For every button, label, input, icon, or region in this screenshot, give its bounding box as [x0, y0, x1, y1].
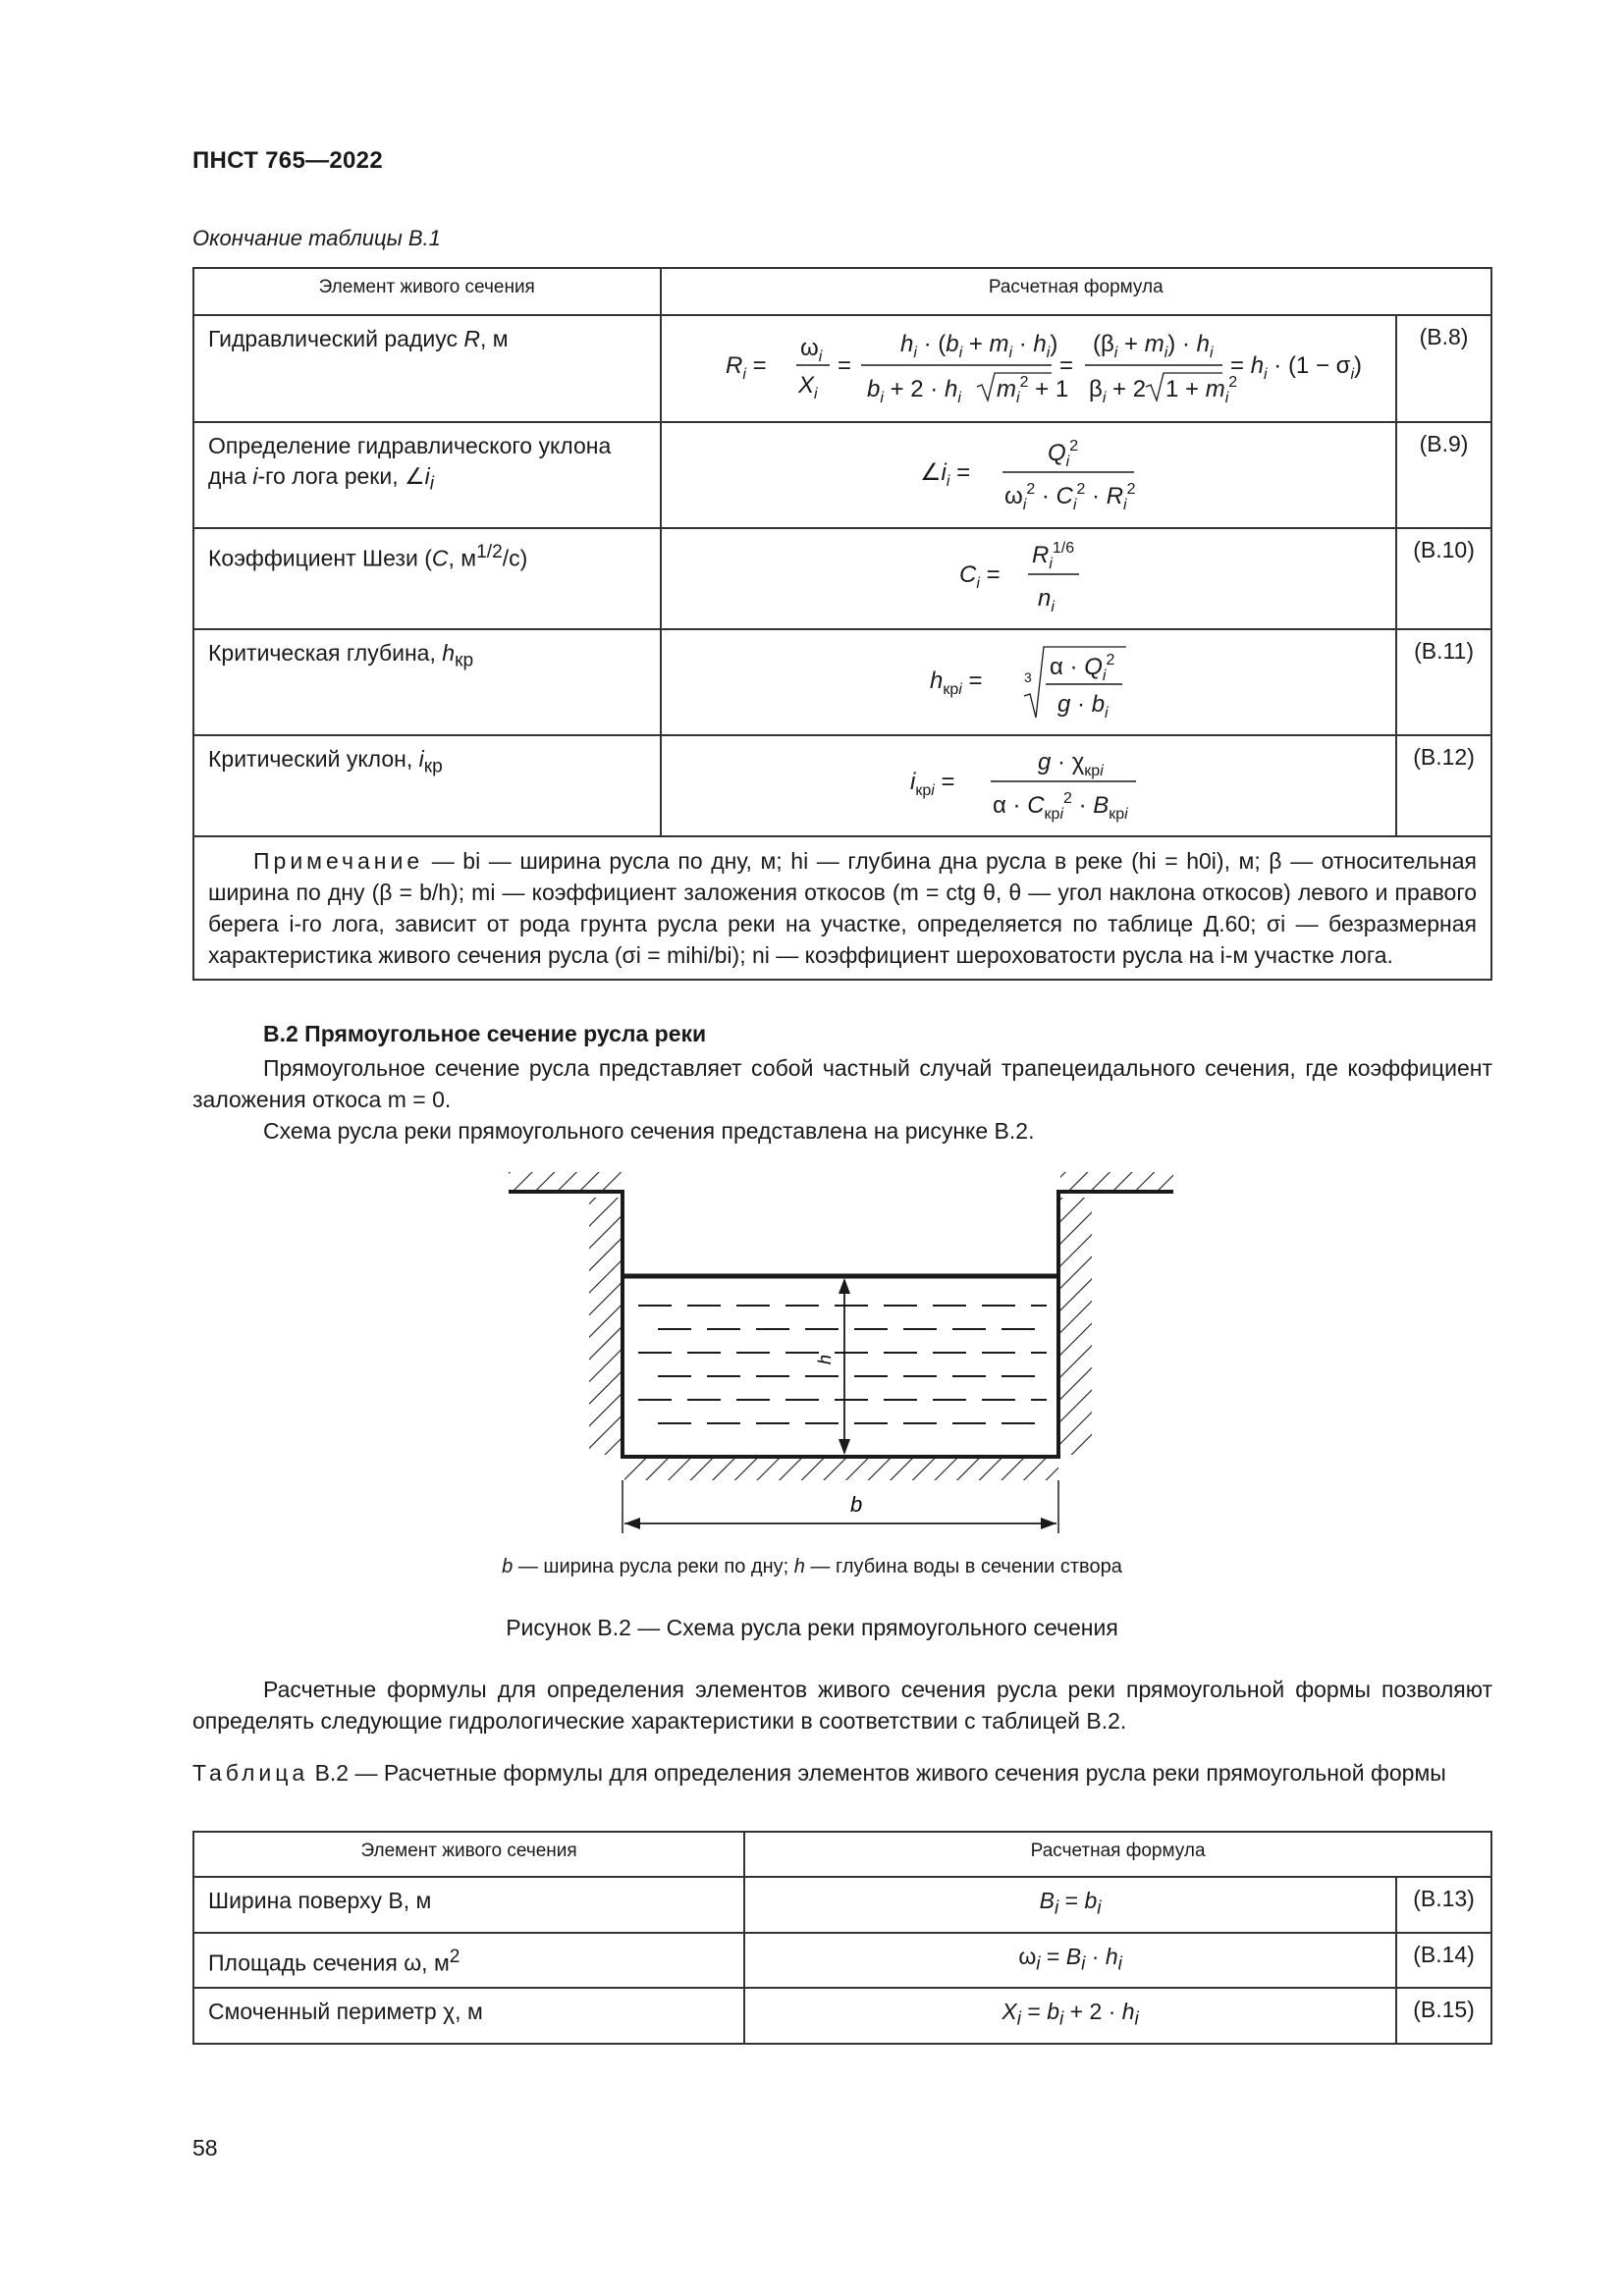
t2-row-area: Площадь сечения ω, $м^2$: [193, 1933, 744, 1989]
ground-hatch-left-top: [509, 1172, 622, 1190]
svg-text:βi + 2: $\beta_i + 2$: [1089, 376, 1147, 406]
channel-diagram: [491, 1168, 1198, 1541]
water-dashes: [638, 1306, 1047, 1423]
table-b1: [192, 267, 1492, 981]
formula-b14: $\omega_i = B_i \cdot h_i$: [744, 1933, 1396, 1989]
svg-text:(βi + mi) · hi: $(\beta_i + m_i) \cdot h_i$: [1093, 331, 1214, 361]
row-critical-depth: Критическая глубина, $h_{кр}$: [193, 629, 661, 735]
svg-text:mi2 + 1: $m_i^2 + 1$: [997, 374, 1069, 406]
table-b2-caption-text: В.2 — Расчетные формулы для определения элементов живого сечения русла реки прямоугольной формы: [308, 1760, 1446, 1786]
formula-number-b12: (В.12): [1396, 735, 1491, 836]
svg-text:=: =: [1059, 352, 1074, 379]
ground-hatch-right-top: [1060, 1172, 1173, 1190]
table-continuation-caption: Окончание таблицы В.1: [192, 226, 441, 250]
formula-number-b14: (В.14): [1396, 1933, 1491, 1989]
formula-b10: [661, 528, 1397, 629]
svg-text:iкрi =: $i_{кр}i$ =: [910, 769, 955, 799]
formula-number-b13: (В.13): [1396, 1877, 1491, 1933]
paragraph-2: Схема русла реки прямоугольного сечения представлена на рисунке В.2.: [263, 1118, 1035, 1144]
svg-text:hкрi =: $h_{кр}i$ =: [930, 667, 983, 698]
svg-text:Ci =: $C_i$ =: [959, 561, 1001, 592]
ground-hatch-right-wall: [1060, 1198, 1092, 1455]
row-critical-slope: Критический уклон, $i_{кр}$: [193, 735, 661, 836]
table-b2-caption-label: Таблица: [192, 1760, 309, 1786]
row-hydraulic-radius: Гидравлический радиус R, м: [193, 315, 661, 422]
formula-number-b9: (В.9): [1396, 422, 1491, 528]
col-header-element: Элемент живого сечения: [193, 268, 661, 315]
figure-caption: Рисунок В.2 — Схема русла реки прямоугольного сечения: [506, 1615, 1118, 1640]
svg-text:bi + 2 · hi: $b_i + 2 \cdot h_i$: [867, 376, 962, 406]
t2-col-header-element: Элемент живого сечения: [193, 1832, 744, 1877]
note-text: — bi — ширина русла по дну, м; hi — глубина дна русла в реке (hi = h0i), м; β — относительная ширина по дну (β = b/h); mi — коэффициент заложения откосов (m = ctg θ, θ — угол наклона откосов) левого и правого берега i-го лога, зависит от рода грунта русла реки на участке, определяется по таблице Д.60; σi — безразмерная характеристика живого сечения русла (σi = mihi/bi); ni — коэффициент шероховатости русла на i-м участке лога.: [208, 848, 1477, 968]
svg-text:=: =: [838, 352, 852, 379]
t2-col-header-formula: Расчетная формула: [744, 1832, 1491, 1877]
table-b2: [192, 1831, 1492, 2045]
svg-text:Ri1/6: $R_i^{1/6}$: [1032, 540, 1075, 572]
paragraph-1: Прямоугольное сечение русла представляет собой частный случай трапецеидального сечения, где коэффициент заложения откоса m = 0.: [192, 1055, 1492, 1112]
formula-b11: [661, 629, 1397, 735]
formula-number-b10: (В.10): [1396, 528, 1491, 629]
svg-text:ωi2 · Ci2 · Ri2: $\omega_i^2 \cdot C_i^2 \cdot R_i^2$: [1004, 480, 1136, 513]
svg-text:α · Cкрi2 · Bкрi: $\alpha \cdot C_{кр}i^2 \cdot B_{кр}i$: [993, 790, 1129, 823]
ground-hatch-bottom: [624, 1459, 1058, 1480]
section-heading: В.2 Прямоугольное сечение русла реки: [263, 1021, 707, 1046]
row-chezy-coefficient: Коэффициент Шези (C, $м^{1/2}/с$): [193, 528, 661, 629]
paragraph-3: Расчетные формулы для определения элементов живого сечения русла реки прямоугольной формы позволяют определять следующие гидрологические характеристики в соответствии с таблицей В.2.: [192, 1677, 1492, 1734]
svg-text:Qi2: $Q_i^2$: [1048, 437, 1079, 470]
label-b: b: [850, 1492, 863, 1517]
col-header-formula: Расчетная формула: [661, 268, 1491, 315]
svg-text:ωi: $\omega_i$: [800, 335, 823, 365]
figure-legend: b — ширина русла реки по дну; h — глубина воды в сечении створа: [502, 1556, 1122, 1577]
t2-row-wetted-perimeter: Смоченный периметр χ, м: [193, 1988, 744, 2044]
svg-text:1 + mi2: $1 + m_i^2$: [1165, 374, 1238, 406]
formula-b9: [661, 422, 1397, 528]
t2-row-top-width: Ширина поверху В, м: [193, 1877, 744, 1933]
svg-text:g · bi: $g \cdot b_i$: [1057, 690, 1109, 721]
formula-b15: $X_i = b_i + 2 \cdot h_i$: [744, 1988, 1396, 2044]
svg-text:∠ii =: $\angle i_i$ =: [920, 458, 971, 490]
formula-b12: [661, 735, 1397, 836]
svg-text:hi · (bi + mi · hi): $h_i \cdot (b_i + m_i \cdot h_i)$: [900, 331, 1058, 361]
note-label: Примечание: [253, 848, 424, 874]
ground-hatch-left-wall: [589, 1198, 621, 1455]
formula-number-b8: (В.8): [1396, 315, 1491, 422]
svg-text:Ri =: $R_i$ =: [726, 352, 767, 383]
svg-text:3: 3: [1024, 668, 1033, 685]
svg-text:α · Qi2: $\alpha \cdot Q_i^2$: [1050, 651, 1115, 684]
table-note: [193, 836, 1491, 980]
formula-number-b11: (В.11): [1396, 629, 1491, 735]
formula-b13: $B_i = b_i$: [744, 1877, 1396, 1933]
formula-b8: [661, 315, 1397, 422]
svg-text:g · χкрi: $g \cdot \chi_{кр}i$: [1038, 749, 1105, 779]
row-hydraulic-slope: Определение гидравлического уклона дна i-го лога реки, $\angle i_i$: [193, 422, 661, 528]
table-b2-caption: [192, 1757, 1492, 1789]
document-code: ПНСТ 765—2022: [192, 147, 383, 174]
label-h: h: [815, 1354, 835, 1364]
svg-text:ni: $n_i$: [1038, 585, 1056, 615]
formula-number-b15: (В.15): [1396, 1988, 1491, 2044]
page-number: 58: [192, 2135, 218, 2161]
svg-text:= hi · (1 − σi): = $h_i \cdot (1 - \sigma_i)$: [1230, 352, 1363, 383]
svg-text:Xi: $X_i$: [798, 372, 818, 402]
